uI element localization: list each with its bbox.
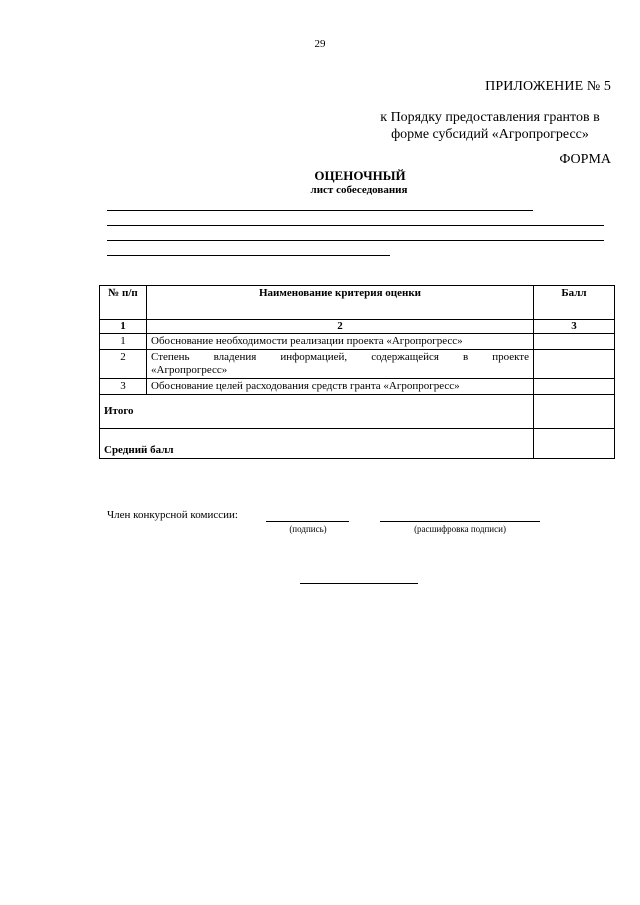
average-row <box>100 429 615 459</box>
document-title: ОЦЕНОЧНЫЙ <box>314 168 406 183</box>
row-number: 1 <box>100 334 147 350</box>
average-label: Средний балл <box>100 429 534 459</box>
decoding-caption: (расшифровка подписи) <box>414 524 506 534</box>
header-criterion: Наименование критерия оценки <box>147 286 534 320</box>
column-number-3: 3 <box>534 320 615 334</box>
header-score: Балл <box>534 286 615 320</box>
row-criterion: Обоснование целей расходования средств гранта «Агропрогресс» <box>147 379 534 395</box>
appendix-title: ПРИЛОЖЕНИЕ № 5 <box>485 79 611 94</box>
page-number: 29 <box>314 38 326 50</box>
criteria-table <box>99 285 615 459</box>
end-line <box>300 583 418 584</box>
column-number-1: 1 <box>100 320 147 334</box>
row-criterion-line-2: «Агропрогресс» <box>151 364 228 376</box>
total-row <box>100 395 615 429</box>
column-number-2: 2 <box>147 320 534 334</box>
row-criterion <box>147 350 534 379</box>
row-score-cell[interactable] <box>534 350 615 379</box>
blank-line-4 <box>107 255 390 256</box>
header-number: № п/п <box>100 286 147 320</box>
order-reference-line-2: форме субсидий «Агропрогресс» <box>391 127 589 142</box>
blank-line-1 <box>107 210 533 211</box>
total-score-cell[interactable] <box>534 395 615 429</box>
table-header-row <box>100 286 615 320</box>
commission-member-label: Член конкурсной комиссии: <box>107 509 238 521</box>
row-number: 2 <box>100 350 147 379</box>
blank-line-2 <box>107 225 604 226</box>
row-number: 3 <box>100 379 147 395</box>
decoding-line[interactable] <box>380 521 540 522</box>
table-row <box>100 350 615 379</box>
signature-caption: (подпись) <box>289 524 327 534</box>
row-score-cell[interactable] <box>534 334 615 350</box>
order-reference-line-1: к Порядку предоставления грантов в <box>380 110 600 125</box>
form-label: ФОРМА <box>559 152 611 167</box>
document-subtitle: лист собеседования <box>310 184 408 196</box>
table-row <box>100 334 615 350</box>
table-row <box>100 379 615 395</box>
total-label: Итого <box>100 395 534 429</box>
order-reference <box>340 109 640 143</box>
row-score-cell[interactable] <box>534 379 615 395</box>
average-score-cell[interactable] <box>534 429 615 459</box>
column-number-row <box>100 320 615 334</box>
row-criterion: Обоснование необходимости реализации проекта «Агропрогресс» <box>147 334 534 350</box>
blank-line-3 <box>107 240 604 241</box>
signature-line[interactable] <box>266 521 349 522</box>
row-criterion-line-1: Степень владения информацией, содержащейся в проекте <box>151 351 529 363</box>
